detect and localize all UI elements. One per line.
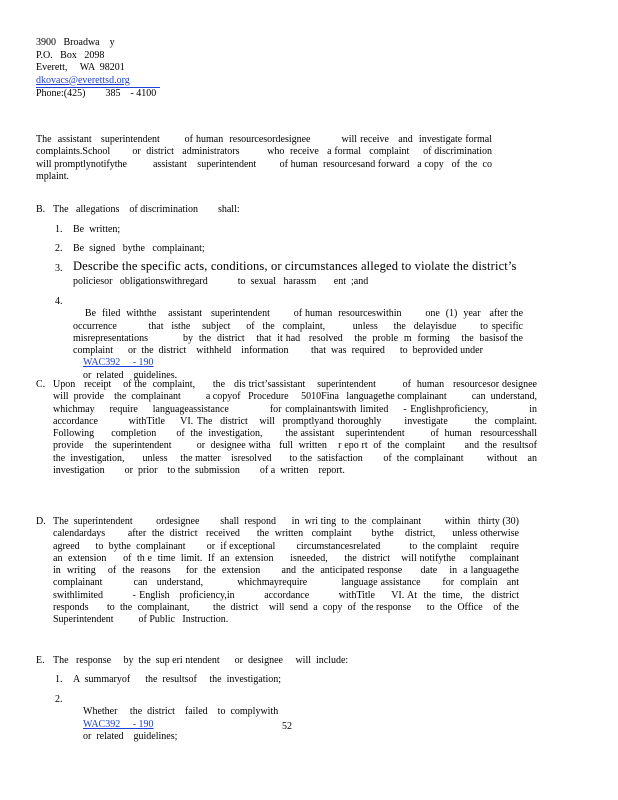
section-d-label: D. (36, 516, 46, 527)
page-number: 52 (282, 721, 292, 732)
b-item-4-body: Be filed withthe assistant superintendent of human resourceswithin one (1) year after the occurrence that isthe subject of the complaint, unless the delayisdue to specific misrepresentations by the district that it had resolved the proble m forming the basisof the complaint or the district withheld information that was required to beprovided under (73, 308, 529, 357)
address-block (36, 37, 160, 101)
section-e-label: E. (36, 655, 45, 666)
address-street: 3900 Broadwa y (36, 37, 115, 48)
b-item-2-num: 2. (55, 243, 63, 254)
e-item-1-text: A summaryof the resultsof the investigation; (73, 674, 282, 685)
wac-link-2[interactable]: WAC392 - 190 (83, 718, 154, 730)
section-c-text: Upon receipt of the complaint, the dis trict’sassistant superintendent of human resourcesor designee will provide the complainant a copyof Procedure 5010Fina languagethe complainant can understand, whichmay require languageassistance for complainantswith limited - Englishproficiency, in accordance withTitle VI. The district will promptlyand thoroughly investigate the complaint. Following completion of the investigation, the assistant superintendent of human resourcesshall provide the superintendent or designee witha full written r epo rt of the complaint and the resultsof the investigation, unless the matter isresolved to the satisfaction of the complainant without an investigation or prior to the submission of a written report. (53, 379, 562, 477)
section-e-heading: The response by the sup eri ntendent or designee will include: (53, 655, 349, 666)
b-item-4-num: 4. (55, 296, 63, 307)
b-item-3-text-large: Describe the specific acts, conditions, or circumstances alleged to violate the district’s (73, 259, 517, 273)
b-item-1-text: Be written; (73, 224, 121, 235)
section-c-label: C. (36, 379, 46, 390)
address-pobox: P.O. Box 2098 (36, 49, 105, 61)
e-item-1-num: 1. (55, 674, 63, 685)
b-item-3-text: policiesor obligationswithregard to sexual harassm ent ;and (73, 276, 369, 287)
section-b-heading: The allegations of discrimination shall: (53, 204, 240, 215)
e-item-2-text (73, 694, 523, 755)
e-item-2-tail: or related guidelines; (83, 730, 178, 742)
address-city: Everett, WA 98201 (36, 62, 125, 73)
e-item-2-num: 2. (55, 694, 63, 705)
email-link[interactable]: dkovacs@everettsd.org (36, 75, 160, 89)
section-d-text: The superintendent ordesignee shall respond in wri ting to the complainant within thirty (30) calendardays after the district received the written complaint bythe district, unless otherwise agreed to bythe complainant or if exceptional circumstancesrelated to the complaint require an extension of th e time limit. If an extension isneeded, the district will notifythe complainant in writing of the reasons for the extension and the anticipated response date in a languagethe complainant can understand, whichmayrequire language assistance for complain ant swithlimited - English proficiency,in accordance withTitle VI. At the time, the district responds to the complainant, the district will send a copy of the response to the Office of the Superintendent of Public Instruction. (53, 516, 544, 626)
section-b-label: B. (36, 204, 46, 215)
intro-paragraph: The assistant superintendent of human resourcesordesignee will receive and investigate formal complaints.School or district administrators who receive a formal complaint of discrimination will promptlynotifythe assistant superintendent of human resourcesand forward a copy of the co mplaint. (36, 134, 512, 182)
b-item-1-num: 1. (55, 224, 63, 235)
b-item-3-num: 3. (55, 263, 63, 274)
b-item-2-text: Be signed bythe complainant; (73, 243, 205, 254)
wac-link-1[interactable]: WAC392 - 190 (83, 357, 154, 369)
address-phone: Phone:(425) 385 - 4100 (36, 88, 157, 99)
e-item-2-body: Whether the district failed to complywith (83, 706, 279, 718)
b-item-4-tail: or related guidelines. (83, 369, 178, 381)
